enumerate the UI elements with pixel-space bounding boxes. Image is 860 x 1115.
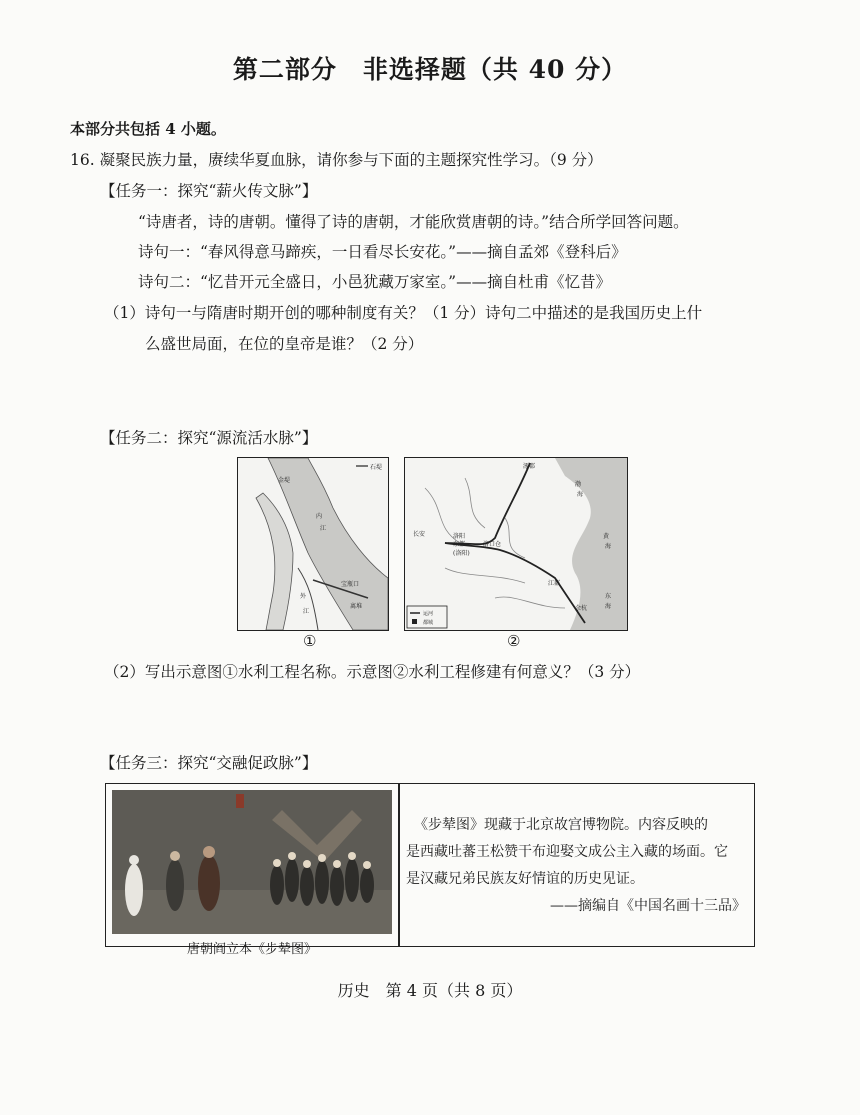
quote-line-3: 是汉藏兄弟民族友好情谊的历史见证。 (406, 871, 644, 887)
map1-river-wai: 外 (300, 593, 307, 600)
map2-place-yuhang: 余杭 (575, 605, 588, 612)
map2-water-hai-b: 海 (605, 543, 612, 550)
page-title: 第二部分 非选择题（共 40 分） (232, 55, 628, 84)
page-footer: 历史 第 4 页（共 8 页） (337, 981, 523, 1000)
quote-source: ——摘编自《中国名画十三品》 (550, 898, 746, 914)
map-grand-canal-drawing (405, 458, 627, 630)
map2-water-hai-c: 海 (605, 603, 612, 610)
task2-question-2: （2）写出示意图①水利工程名称。示意图②水利工程修建有何意义？（3 分） (104, 663, 641, 681)
map2-water-huang: 黄 (603, 533, 610, 540)
map2-water-dong: 东 (605, 593, 612, 600)
map1-river-jiang-b: 江 (303, 608, 310, 615)
map2-legend-capital: 都城 (423, 620, 434, 626)
map1-river-jiang-a: 江 (320, 525, 327, 532)
map2-water-bo: 渤 (575, 481, 582, 488)
map1-legend: 石堤 (370, 464, 383, 471)
section-note: 本部分共包括 4 小题。 (70, 120, 226, 138)
task3-heading: 【任务三：探究“交融促政脉”】 (100, 754, 318, 772)
map2-place-changan: 长安 (413, 531, 426, 538)
task1-question-1a: （1）诗句一与隋唐时期开创的哪种制度有关？（1 分）诗句二中描述的是我国历史上什 (104, 304, 703, 322)
question-16-stem: 16. 凝聚民族力量，赓续华夏血脉，请你参与下面的主题探究性学习。（9 分） (70, 151, 603, 169)
map2-place-luoyang: 洛阳 (453, 533, 466, 540)
task1-intro: “诗唐者，诗的唐朝。懂得了诗的唐朝，才能欣赏唐朝的诗。”结合所学回答问题。 (138, 213, 689, 231)
task1-question-1b: 么盛世局面，在位的皇帝是谁？（2 分） (145, 335, 424, 353)
map2-place-jiangdu: 江都 (548, 580, 561, 587)
map1-label: ① (303, 632, 317, 650)
panel-divider (398, 784, 400, 946)
painting-caption: 唐朝阎立本《步辇图》 (186, 942, 317, 957)
map2-label: ② (507, 632, 521, 650)
task1-heading: 【任务一：探究“薪火传文脉”】 (100, 182, 318, 200)
map2-place-luokoucang: 洛口仓 (483, 541, 502, 548)
map-dujiangyan-drawing (238, 458, 388, 630)
task3-material-panel (105, 783, 755, 957)
quote-line-1: 《步辇图》现藏于北京故宫博物院。内容反映的 (414, 817, 708, 833)
quote-line-2: 是西藏吐蕃王松赞干布迎娶文成公主入藏的场面。它 (406, 844, 728, 860)
bunian-painting-drawing (112, 790, 392, 934)
map2-place-luoyang-paren: (洛阳) (453, 550, 470, 557)
task1-poem-1: 诗句一：“春风得意马蹄疾，一日看尽长安花。”——摘自孟郊《登科后》 (138, 243, 627, 261)
task1-poem-2: 诗句二：“忆昔开元全盛日，小邑犹藏万家室。”——摘自杜甫《忆昔》 (138, 273, 612, 291)
map1-place-jindi: 金堤 (278, 477, 291, 484)
task2-heading: 【任务二：探究“源流活水脉”】 (100, 429, 318, 447)
map1-place-lidui: 离堆 (350, 603, 363, 610)
map-grand-canal (404, 457, 628, 631)
map2-place-zhuojun: 涿郡 (523, 463, 536, 470)
map2-place-dongdu: 东都 (453, 541, 466, 548)
map1-place-baopingkou: 宝瓶口 (341, 581, 360, 588)
map2-water-hai-a: 海 (577, 491, 584, 498)
map-dujiangyan (237, 457, 389, 631)
bunian-painting-image (112, 790, 392, 934)
map2-legend-canal: 运河 (423, 611, 434, 617)
map1-river-nei: 内 (316, 513, 323, 520)
